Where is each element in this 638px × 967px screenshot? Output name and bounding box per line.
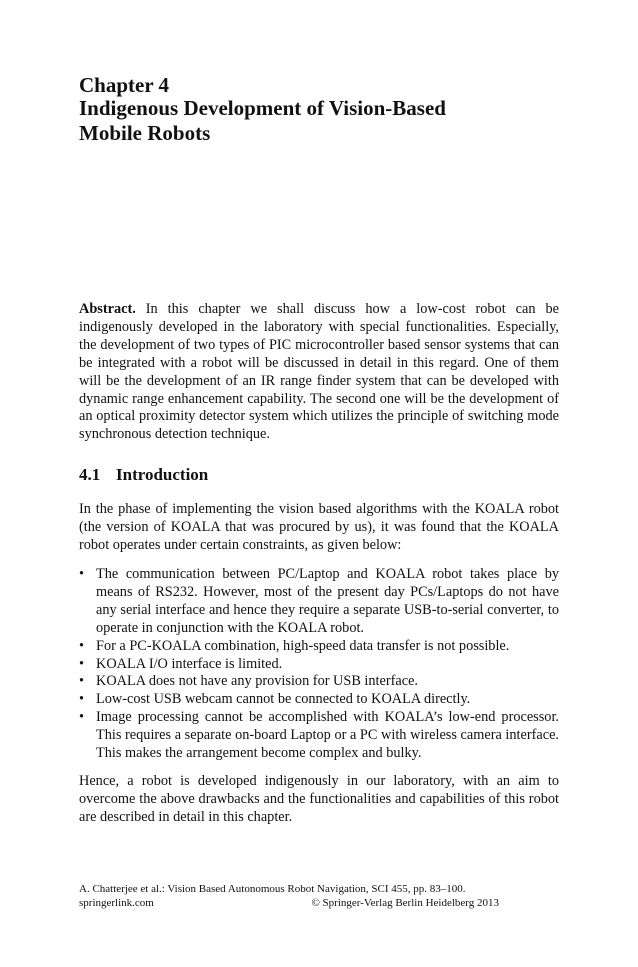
list-item (79, 691, 559, 709)
abstract-lead: Abstract. (79, 301, 136, 317)
chapter-title-line-1: Indigenous Development of Vision-Based (79, 96, 446, 120)
bullet-icon: • (79, 709, 85, 726)
constraints-list (79, 566, 559, 763)
list-item (79, 638, 559, 656)
intro-paragraph: In the phase of implementing the vision based algorithms with the KOALA robot (the version of KOALA that was procured by us), it was found that the KOALA robot operates under certain constraints, as given below: (79, 501, 559, 553)
section-heading (79, 464, 208, 485)
chapter-label: Chapter 4 (79, 73, 170, 97)
list-item-text: Image processing cannot be accomplished with KOALA’s low-end processor. This requires a separate on-board Laptop or a PC with wireless camera interface. This makes the arrangement become complex and bulky. (96, 709, 559, 762)
list-item-text: Low-cost USB webcam cannot be connected to KOALA directly. (96, 691, 471, 708)
list-item-text: KOALA I/O interface is limited. (96, 655, 283, 672)
page-footer (79, 882, 499, 910)
abstract (79, 301, 559, 444)
bullet-icon: • (79, 637, 85, 654)
list-item (79, 566, 559, 638)
chapter-title (79, 96, 559, 146)
list-item-text: The communication between PC/Laptop and KOALA robot takes place by means of RS232. However, most of the present day PCs/Laptops do not have any serial interface and hence they require a separate USB-to-serial converter, to operate in conjunction with the KOALA robot. (96, 566, 559, 636)
closing-paragraph: Hence, a robot is developed indigenously in our laboratory, with an aim to overcome the above drawbacks and the functionalities and capabilities of this robot are described in detail in this chapter. (79, 773, 559, 825)
section-title: Introduction (116, 465, 209, 484)
list-item (79, 709, 559, 763)
list-item-text: For a PC-KOALA combination, high-speed data transfer is not possible. (96, 637, 510, 654)
bullet-icon: • (79, 566, 85, 582)
footer-citation: A. Chatterjee et al.: Vision Based Autonomous Robot Navigation, SCI 455, pp. 83–100. (79, 883, 466, 895)
section-number: 4.1 (79, 465, 101, 484)
list-item (79, 673, 559, 691)
footer-site: springerlink.com (79, 897, 154, 909)
list-item (79, 656, 559, 674)
chapter-title-line-2: Mobile Robots (79, 121, 211, 145)
bullet-icon: • (79, 691, 85, 708)
abstract-text: In this chapter we shall discuss how a low-cost robot can be indigenously developed in the laboratory with special functionalities. Especially, the development of two types of PIC microcontroller based sensor systems that can be integrated with a robot will be discussed in detail in this regard. One of them will be the development of an IR range finder system that can be developed with dynamic range enhancement capability. The second one will be the development of an optical proximity detector system which utilizes the principle of switching mode synchronous detection technique. (79, 301, 559, 443)
bullet-icon: • (79, 655, 85, 672)
list-item-text: KOALA does not have any provision for USB interface. (96, 673, 419, 690)
footer-copyright: © Springer-Verlag Berlin Heidelberg 2013 (311, 897, 499, 909)
footer-row (79, 896, 499, 910)
bullet-icon: • (79, 673, 85, 690)
